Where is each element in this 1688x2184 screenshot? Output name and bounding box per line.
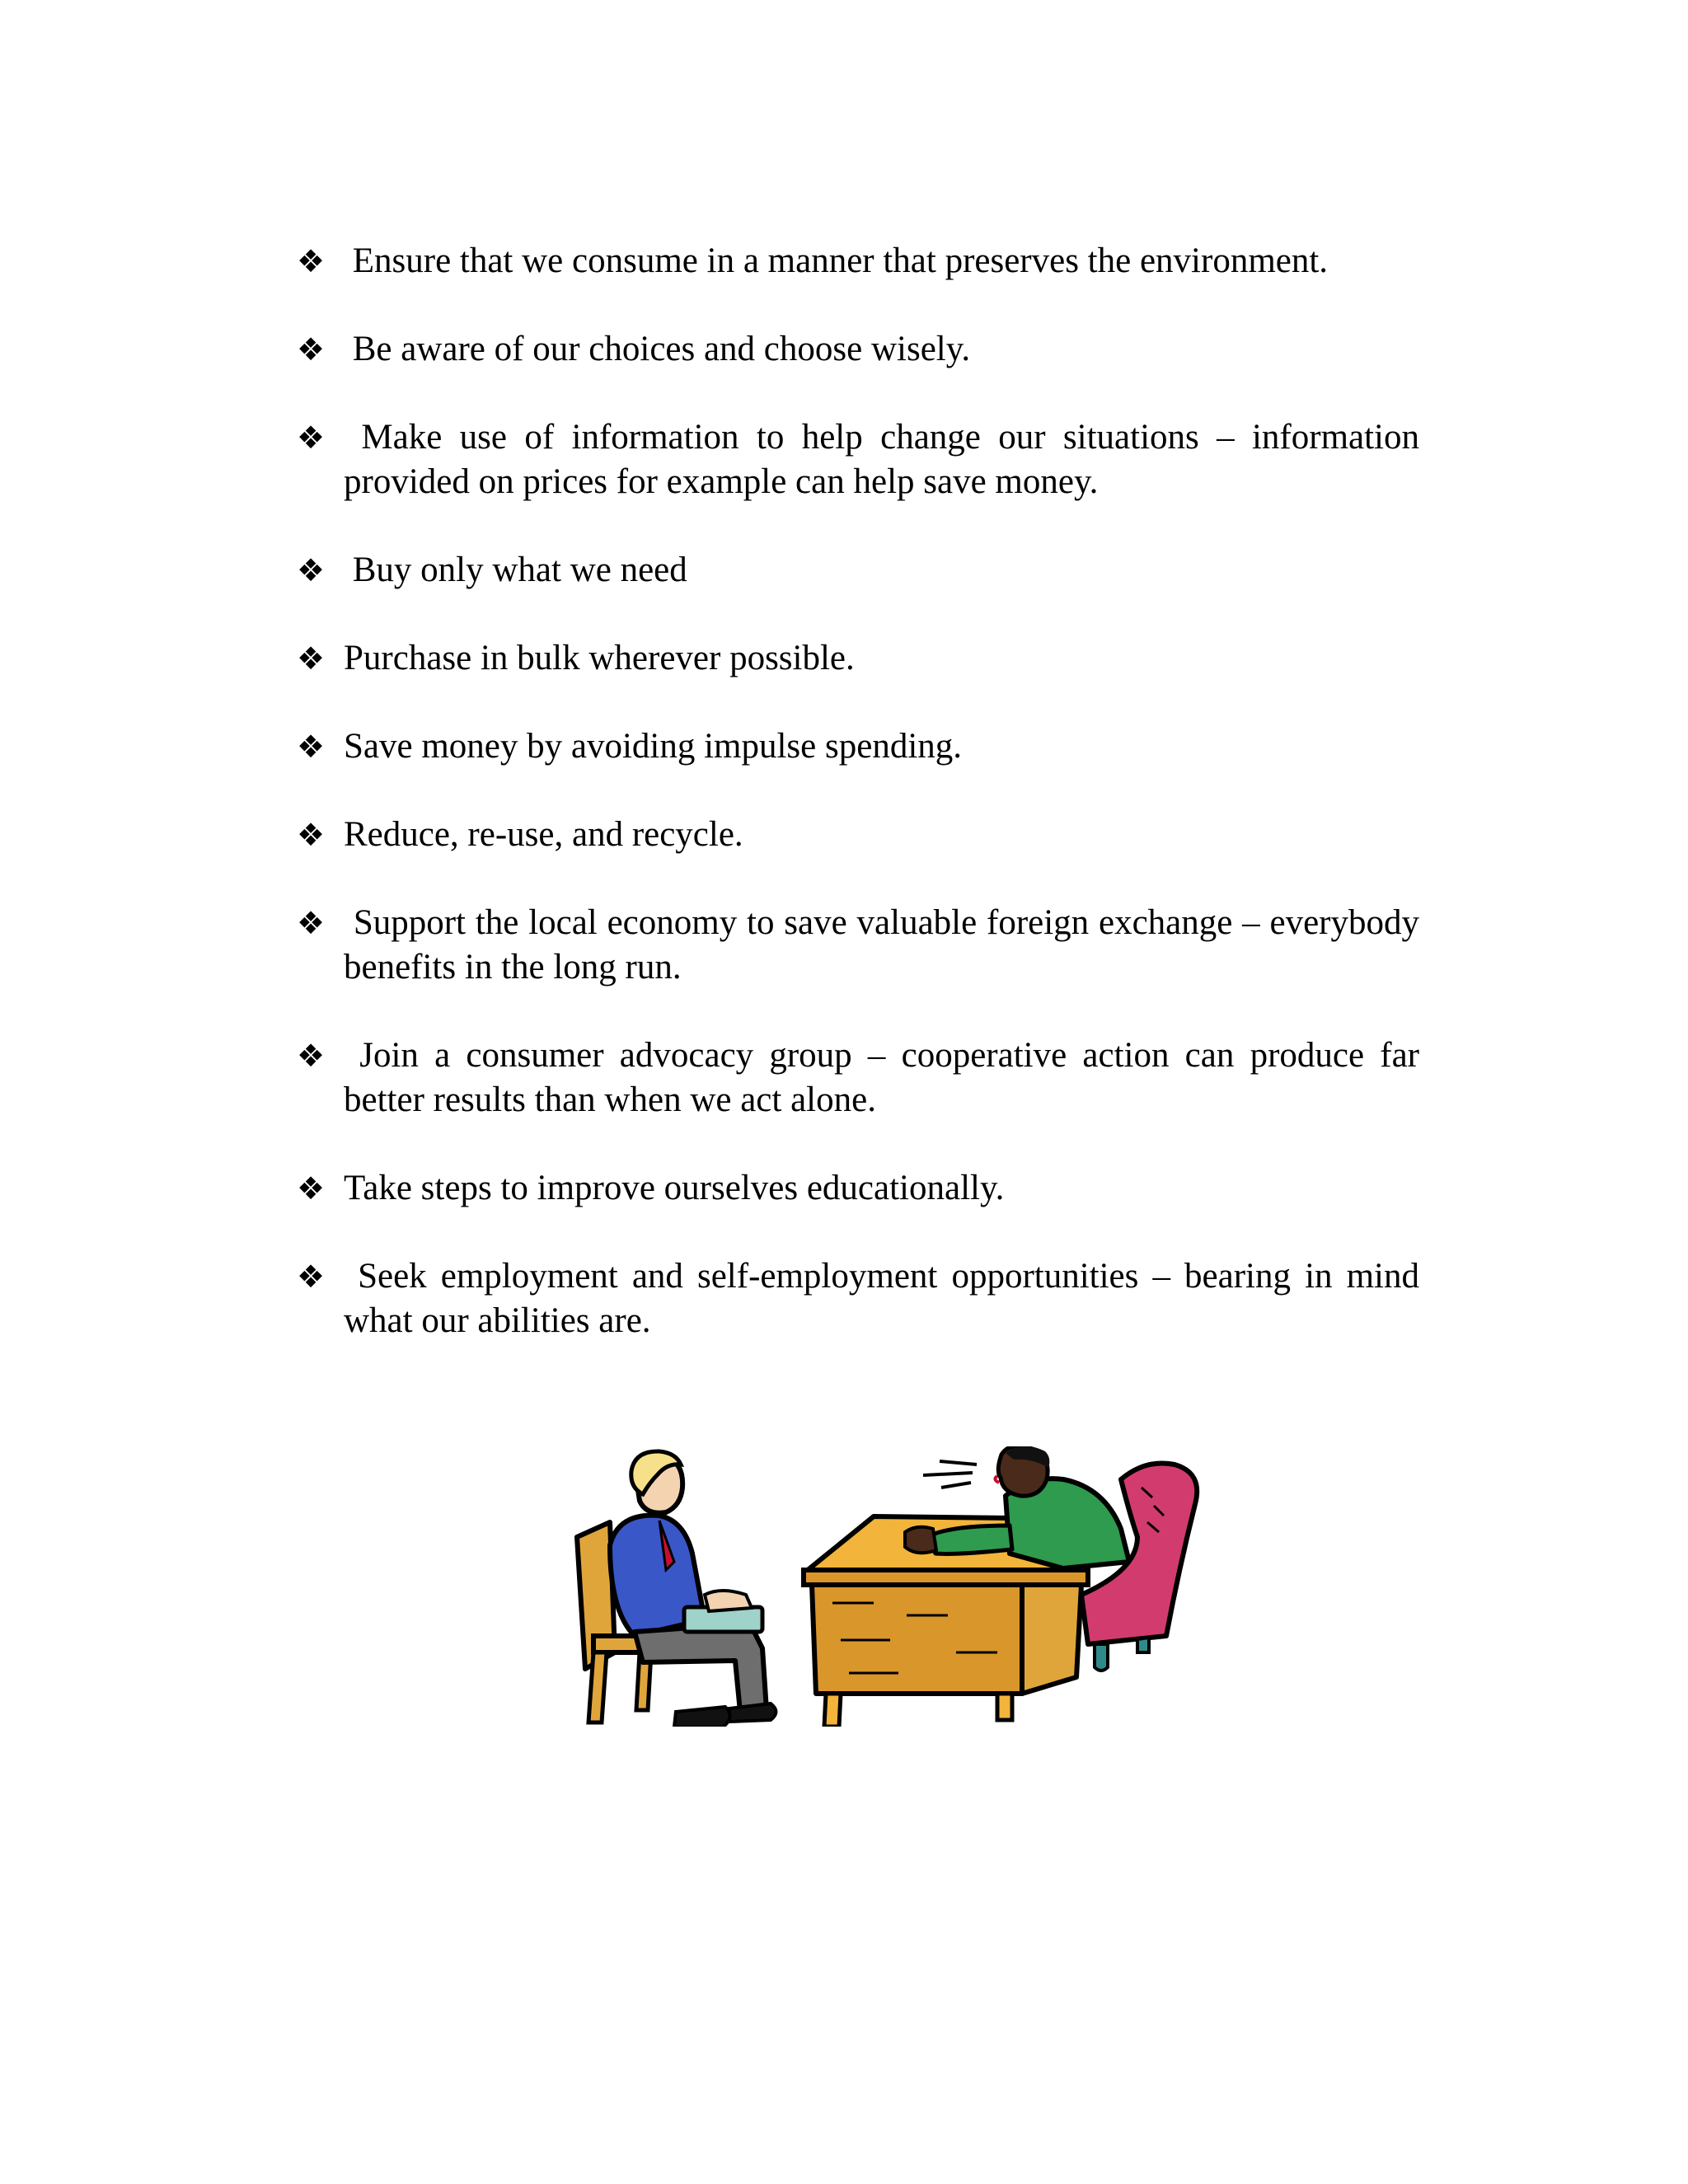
list-item [297,1254,1419,1343]
list-item [297,901,1419,990]
diamond-bullet-icon: ❖ [297,1170,326,1207]
list-item [297,724,1419,769]
list-item [297,636,1419,681]
list-item [297,1166,1419,1211]
list-item [297,239,1419,284]
diamond-bullet-icon: ❖ [297,640,326,677]
list-item-text: Reduce, re-use, and recycle. [344,815,743,854]
diamond-bullet-icon: ❖ [297,729,326,765]
list-item-text: Be aware of our choices and choose wisely. [352,330,971,368]
list-item-text: Support the local economy to save valuable foreign exchange – everybody benefits in the long run. [344,903,1419,987]
list-item-text: Join a consumer advocacy group – cooperative action can produce far better results than when we act alone. [344,1036,1419,1119]
diamond-bullet-icon: ❖ [297,552,326,588]
list-item-text: Seek employment and self-employment opportunities – bearing in mind what our abilities are. [344,1257,1419,1340]
diamond-bullet-icon: ❖ [297,419,326,456]
diamond-bullet-icon: ❖ [297,1258,326,1295]
list-item-text: Make use of information to help change our situations – information provided on prices for example can help save money. [344,418,1420,501]
diamond-bullet-icon: ❖ [297,905,326,941]
diamond-bullet-icon: ❖ [297,331,326,368]
consumer-tips-list [297,239,1419,1387]
diamond-bullet-icon: ❖ [297,817,326,853]
list-item [297,1033,1419,1122]
list-item [297,327,1419,372]
list-item [297,813,1419,857]
diamond-bullet-icon: ❖ [297,243,326,279]
diamond-bullet-icon: ❖ [297,1038,326,1074]
meeting-illustration [560,1446,1220,1727]
list-item-text: Purchase in bulk wherever possible. [344,639,855,677]
seated-man-right [905,1446,1129,1568]
list-item-text: Save money by avoiding impulse spending. [344,727,963,766]
list-item-text: Buy only what we need [352,551,687,589]
list-item [297,548,1419,593]
seated-man-left [610,1451,776,1727]
list-item [297,415,1419,504]
list-item-text: Take steps to improve ourselves educationally. [344,1169,1005,1207]
list-item-text: Ensure that we consume in a manner that preserves the environment. [352,241,1329,280]
